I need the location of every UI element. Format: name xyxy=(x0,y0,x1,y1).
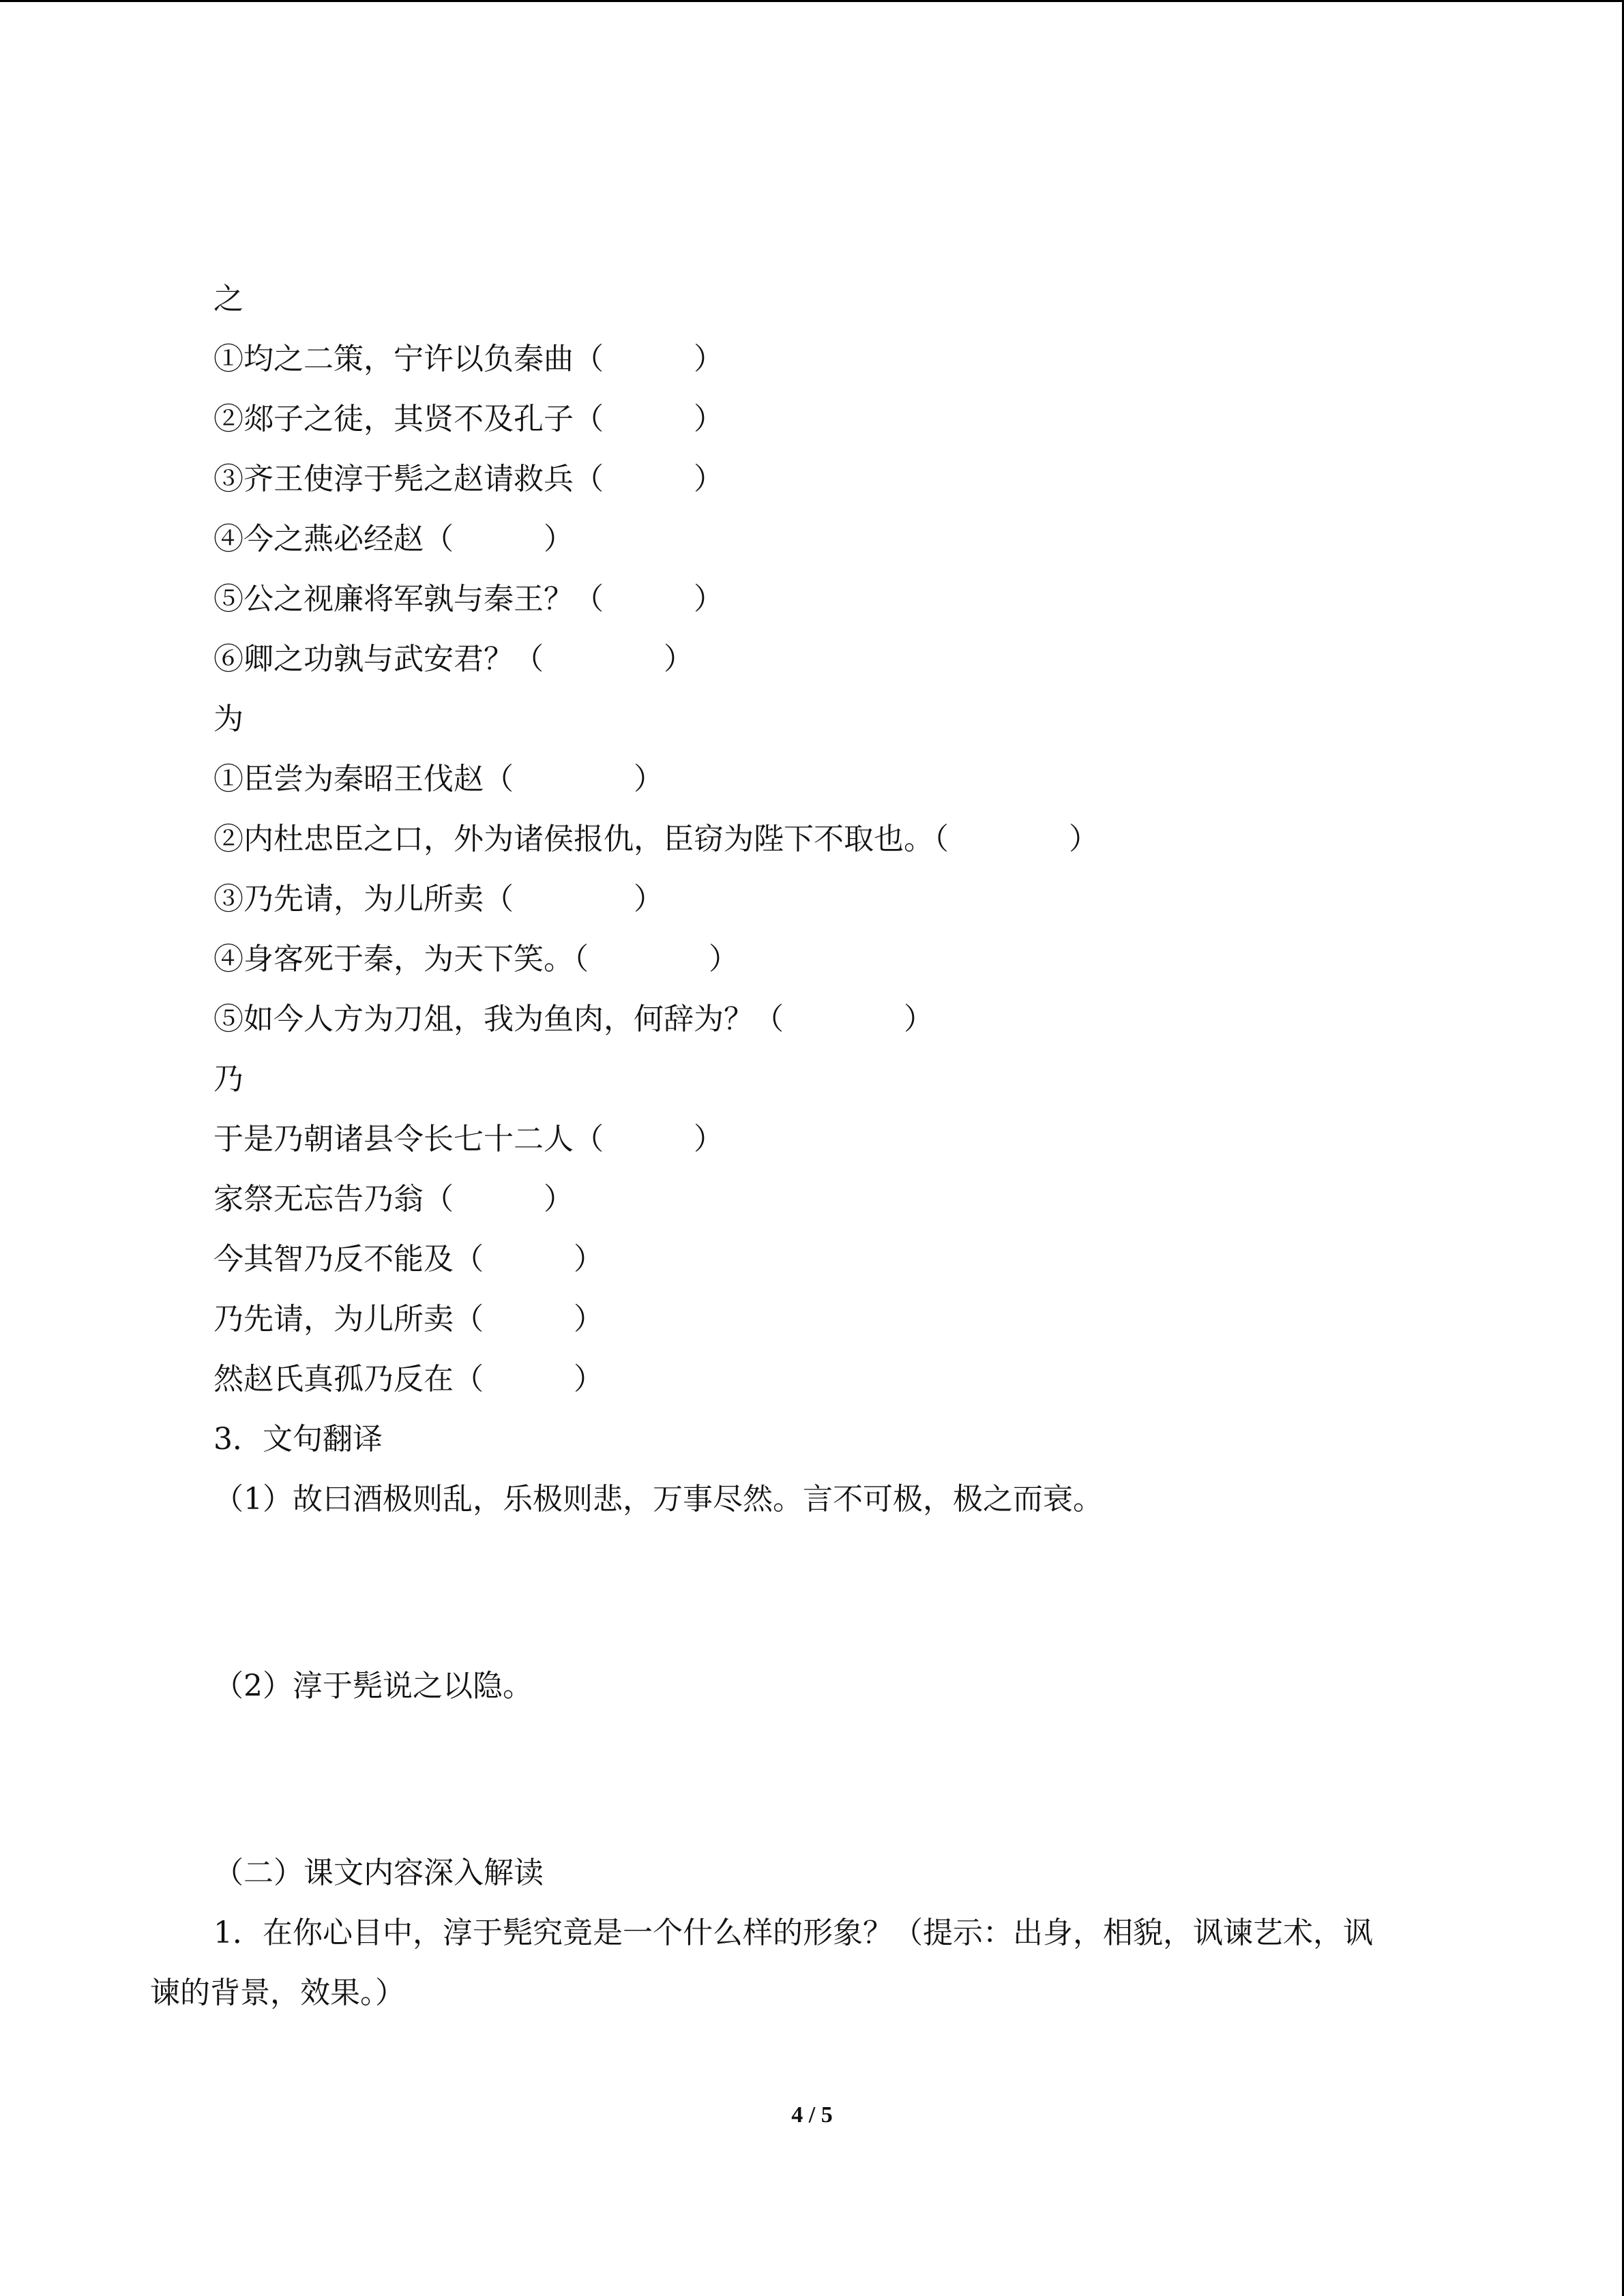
zhi-item-5: ⑤公之视廉将军孰与秦王？（ ） xyxy=(213,582,724,616)
section-zhi-heading: 之 xyxy=(213,282,243,316)
nai-item-4: 乃先请，为儿所卖（ ） xyxy=(213,1302,604,1337)
wei-item-4: ④身客死于秦，为天下笑。（ ） xyxy=(213,942,739,976)
page-border-top xyxy=(0,0,1624,2)
answer-space-1 xyxy=(213,1530,1496,1656)
section-nai-heading: 乃 xyxy=(213,1062,243,1097)
translation-heading: 3．文句翻译 xyxy=(213,1422,383,1457)
part-two-heading: （二）课文内容深入解读 xyxy=(213,1855,544,1890)
page-number: 4 / 5 xyxy=(791,2102,833,2128)
nai-item-2: 家祭无忘告乃翁（ ） xyxy=(213,1182,574,1217)
answer-space-2 xyxy=(213,1716,1496,1843)
part-two-question-1-line-2: 谏的背景，效果。） xyxy=(150,1976,405,2010)
zhi-item-6: ⑥卿之功孰与武安君？（ ） xyxy=(213,642,694,676)
zhi-item-3: ③齐王使淳于髡之赵请救兵（ ） xyxy=(213,462,724,496)
part-two-question-1-line-1: 1．在你心目中，淳于髡究竟是一个什么样的形象？（提示：出身，相貌，讽谏艺术，讽 xyxy=(213,1915,1373,1950)
nai-item-5: 然赵氏真孤乃反在（ ） xyxy=(213,1362,604,1397)
wei-item-1: ①臣尝为秦昭王伐赵（ ） xyxy=(213,762,664,796)
zhi-item-4: ④今之燕必经赵（ ） xyxy=(213,522,574,556)
section-wei-heading: 为 xyxy=(213,702,243,736)
translation-question-2: （2）淳于髡说之以隐。 xyxy=(213,1669,533,1703)
wei-item-3: ③乃先请，为儿所卖（ ） xyxy=(213,882,664,916)
wei-item-5: ⑤如今人方为刀俎，我为鱼肉，何辞为？（ ） xyxy=(213,1002,934,1037)
document-body xyxy=(150,269,1496,2023)
translation-question-1: （1）故曰酒极则乱，乐极则悲，万事尽然。言不可极，极之而衰。 xyxy=(213,1482,1103,1517)
zhi-item-2: ②郯子之徒，其贤不及孔子（ ） xyxy=(213,402,724,436)
zhi-item-1: ①均之二策，宁许以负秦曲（ ） xyxy=(213,342,724,376)
nai-item-3: 今其智乃反不能及（ ） xyxy=(213,1242,604,1277)
nai-item-1: 于是乃朝诸县令长七十二人（ ） xyxy=(213,1122,724,1157)
wei-item-2: ②内杜忠臣之口，外为诸侯报仇，臣窃为陛下不取也。（ ） xyxy=(213,822,1099,856)
